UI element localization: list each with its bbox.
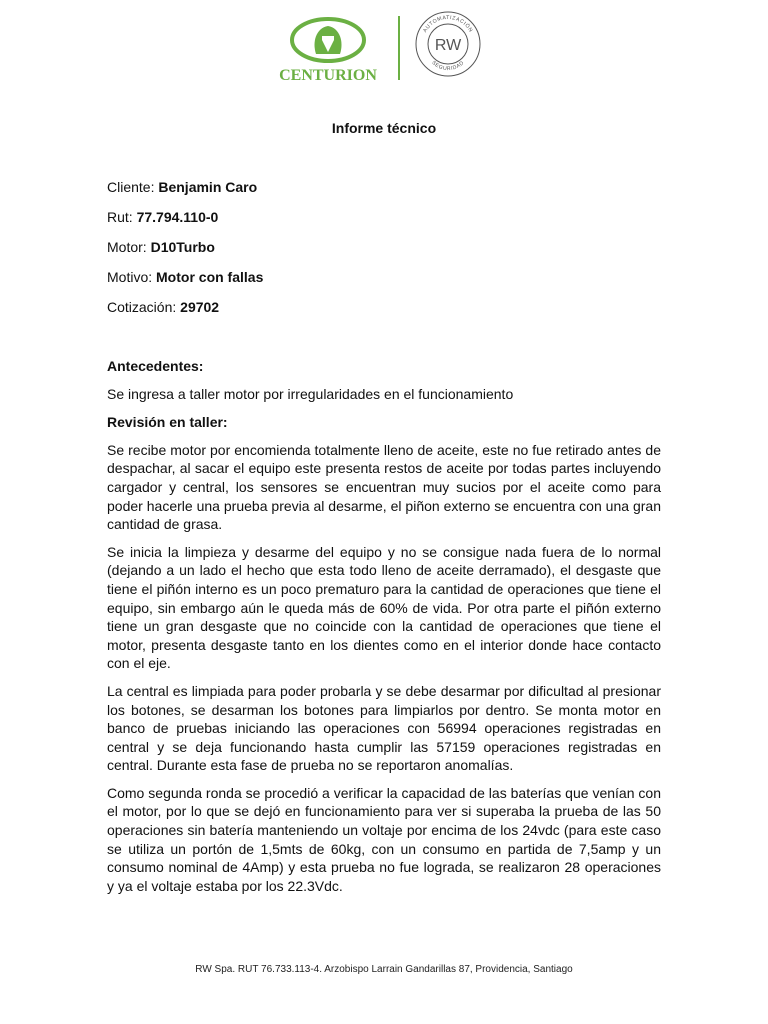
field-value: 29702 — [180, 299, 220, 315]
field-value: 77.794.110-0 — [136, 209, 219, 225]
document-title: Informe técnico — [331, 120, 437, 136]
antecedentes-heading: Antecedentes: — [107, 358, 204, 374]
rw-ring-bottom-text: SEGURIDAD — [430, 59, 466, 73]
report-body — [107, 357, 661, 904]
field-label: Motor: — [107, 239, 147, 255]
field-value: Motor con fallas — [156, 269, 264, 285]
centurion-wordmark: CENTURION — [279, 67, 377, 84]
field-value: Benjamin Caro — [158, 179, 258, 195]
client-info — [107, 178, 667, 328]
field-cotizacion — [107, 298, 667, 328]
revision-heading: Revisión en taller: — [107, 414, 228, 431]
svg-text:SEGURIDAD — [430, 60, 465, 72]
field-label: Rut: — [107, 209, 133, 225]
field-rut — [107, 208, 667, 238]
letterhead — [0, 10, 768, 85]
field-motor — [107, 238, 667, 268]
antecedentes-text: Se ingresa a taller motor por irregularidades en el funcionamiento — [107, 385, 514, 402]
rw-logo — [414, 10, 482, 78]
field-label: Cliente: — [107, 179, 155, 195]
field-motivo — [107, 268, 667, 298]
rw-initials: RW — [434, 37, 462, 54]
footer-address: RW Spa. RUT 76.733.113-4. Arzobispo Larrain Gandarillas 87, Providencia, Santiago — [195, 964, 573, 975]
field-cliente — [107, 178, 667, 208]
field-label: Motivo: — [107, 269, 153, 285]
field-value: D10Turbo — [150, 239, 215, 255]
field-label: Cotización: — [107, 299, 177, 315]
revision-paragraph: Como segunda ronda se procedió a verificar la capacidad de las baterías que venían con el motor, por lo que se dejó en funcionamiento para ver si superaba la prueba de las 50 operaciones sin batería manteniendo un voltaje por encima de los 24vdc (para este caso se utiliza un portón de 1,5mts de 60kg, con un consumo en partida de 7,5amp y un consumo nominal de 4Amp) y esta prueba no fue lograda, se realizaron 28 operaciones y ya el voltaje estaba por los 22.3Vdc. — [107, 784, 661, 894]
header-divider — [398, 16, 400, 80]
revision-paragraph: La central es limpiada para poder probarla y se debe desarmar por dificultad al presionar los botones, se desarman los botones para limpiarlos por dentro. Se monta motor en banco de pruebas iniciando las operaciones con 56994 operaciones registradas en central y se deja funcionando hasta cumplir las 57159 operaciones registradas en central. Durante esta fase de prueba no se reportaron anomalías. — [107, 682, 661, 774]
rw-ring-top-text: AUTOMATIZACIÓN — [422, 15, 474, 34]
revision-paragraph: Se recibe motor por encomienda totalmente lleno de aceite, este no fue retirado antes de despachar, al sacar el equipo este presenta restos de aceite por todas partes incluyendo cargador y central, los sensores se encuentran muy sucios por el aceite como para poder hacerle una prueba previa al desarme, el piñon externo se encuentra con una gran cantidad de grasa. — [107, 441, 661, 533]
revision-paragraph: Se inicia la limpieza y desarme del equipo y no se consigue nada fuera de lo normal (dejando a un lado el hecho que esta todo lleno de aceite derramado), el desgaste que tiene el piñón interno es un poco prematuro para la cantidad de operaciones que tiene el equipo, sin embargo aún le queda más de 60% de vida. Por otra parte el piñón externo tiene un gran desgaste que no coincide con la cantidad de operaciones que tiene el motor, presenta desgaste tanto en los dientes como en el interior donde hace contacto con el eje. — [107, 543, 661, 672]
centurion-logo — [268, 14, 388, 86]
